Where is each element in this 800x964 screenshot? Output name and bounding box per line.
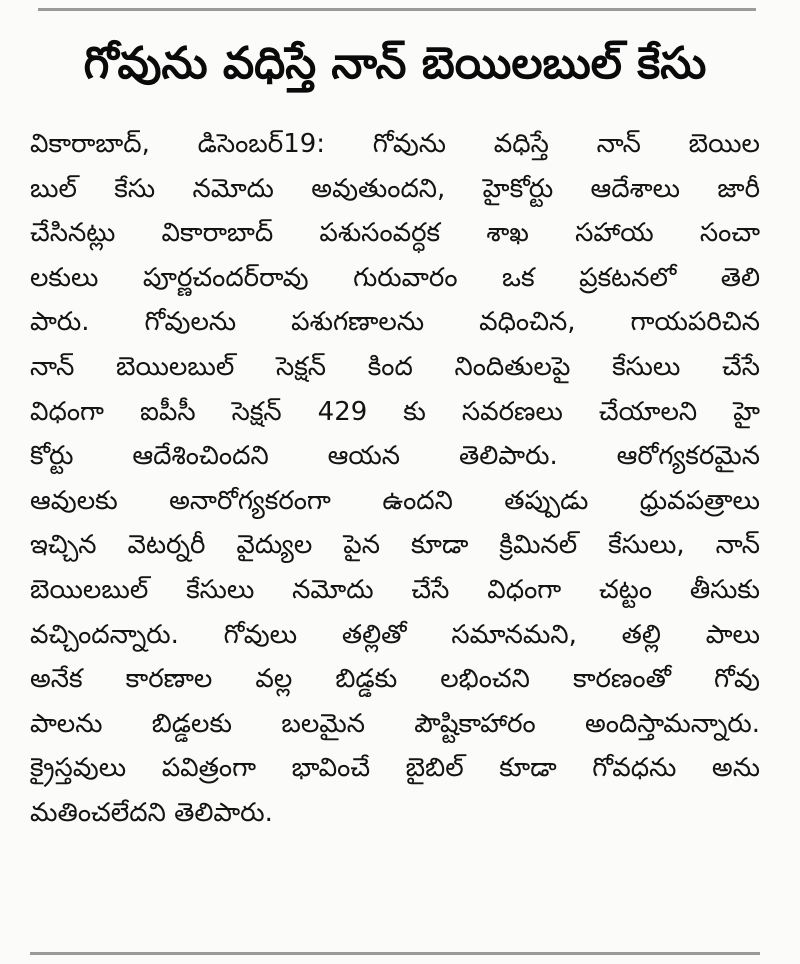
article-headline: గోవును వధిస్తే నాన్ బెయిలబుల్ కేసు [83, 38, 707, 89]
body-line: చేసినట్లు వికారాబాద్ పశుసంవర్ధక శాఖ సహాయ సంచా [30, 218, 760, 249]
body-line: విధంగా ఐపీసీ సెక్షన్ 429 కు సవరణలు చేయాలని హై [30, 396, 760, 427]
body-line: నాన్ బెయిలబుల్ సెక్షన్ కింద నిందితులపై కేసులు చేసే [30, 351, 760, 382]
article-body [30, 122, 760, 836]
body-line: పారు. గోవులను పశుగణాలను వధించిన, గాయపరిచిన [30, 307, 760, 338]
body-line: లకులు పూర్ణచందర్‌రావు గురువారం ఒక ప్రకటనలో తెలి [30, 262, 760, 293]
body-line: బెయిలబుల్ కేసులు నమోదు చేసే విధంగా చట్టం తీసుకు [30, 574, 760, 605]
bottom-divider [30, 952, 760, 955]
body-line: బుల్ కేసు నమోదు అవుతుందని, హైకోర్టు ఆదేశాలు జారీ [30, 173, 760, 204]
body-line: క్రైస్తవులు పవిత్రంగా భావించే బైబిల్ కూడా గోవధను అను [30, 753, 760, 784]
body-line: ఇచ్చిన వెటర్నరీ వైద్యుల పైన కూడా క్రిమినల్ కేసులు, నాన్ [30, 530, 760, 561]
body-line: వికారాబాద్, డిసెంబర్19: గోవును వధిస్తే నాన్ బెయిల [30, 129, 760, 159]
body-line-last: మతించలేదని తెలిపారు. [30, 797, 273, 828]
body-line: పాలను బిడ్డలకు బలమైన పౌష్టికాహారం అందిస్తామన్నారు. [30, 708, 760, 739]
body-line: ఆవులకు అనారోగ్యకరంగా ఉందని తప్పుడు ధ్రువపత్రాలు [30, 485, 760, 516]
body-line: అనేక కారణాల వల్ల బిడ్డకు లభించని కారణంతో గోవు [30, 664, 760, 695]
top-divider [38, 8, 756, 11]
body-line: వచ్చిందన్నారు. గోవులు తల్లితో సమానమని, తల్లి పాలు [30, 619, 760, 650]
body-line: కోర్టు ఆదేశించిందని ఆయన తెలిపారు. ఆరోగ్యకరమైన [30, 441, 760, 472]
